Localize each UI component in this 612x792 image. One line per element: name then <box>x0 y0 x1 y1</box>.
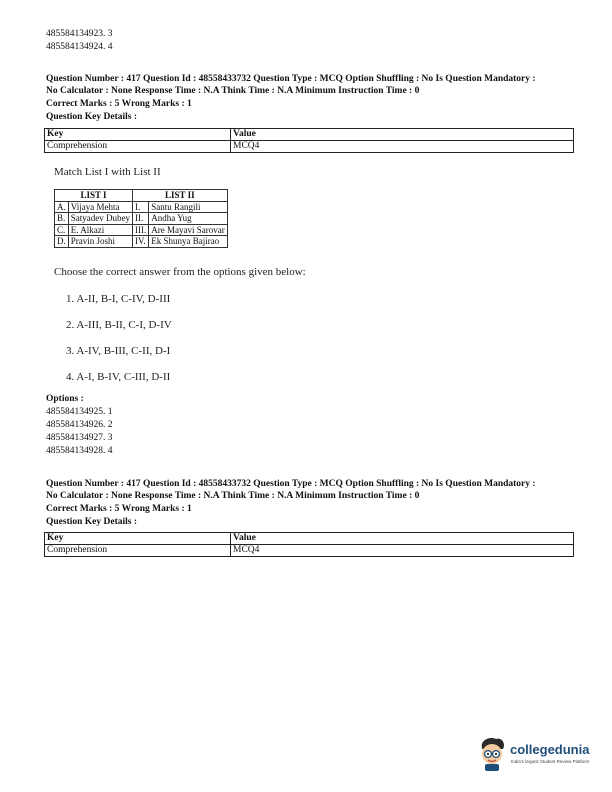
list-2-code: I. <box>132 201 148 213</box>
list-1-code: A. <box>55 201 69 213</box>
key-cell: Comprehension <box>45 141 231 153</box>
value-cell: MCQ4 <box>231 141 574 153</box>
question-prompt: Match List I with List II <box>54 166 161 178</box>
top-option-list <box>46 28 113 54</box>
list-2-text: Ek Shunya Bajirao <box>149 236 227 248</box>
options-label: Options : <box>46 394 84 404</box>
list-1-text: Satyadev Dubey <box>68 213 132 225</box>
list-2-code: II. <box>132 213 148 225</box>
table-row <box>55 224 228 236</box>
meta-line-2: No Calculator : None Response Time : N.A Think Time : N.A Minimum Instruction Time : 0 <box>46 86 420 96</box>
list-1-code: D. <box>55 236 69 248</box>
value-header: Value <box>231 533 574 545</box>
option-item: 485584134924. 4 <box>46 42 113 52</box>
list-2-code: IV. <box>132 236 148 248</box>
key-table-2 <box>44 532 574 557</box>
list-2-code: III. <box>132 224 148 236</box>
list-1-code: B. <box>55 213 69 225</box>
meta-line-1: Question Number : 417 Question Id : 48558433732 Question Type : MCQ Option Shuffling : No Is Question Mandatory : <box>46 479 536 489</box>
list-1-code: C. <box>55 224 69 236</box>
option-item: 485584134923. 3 <box>46 29 113 39</box>
table-row <box>55 201 228 213</box>
brand-tagline: India's largest Student Review Platform <box>511 759 590 764</box>
list-2-text: Santu Rangili <box>149 201 227 213</box>
list-1-text: E. Alkazi <box>68 224 132 236</box>
key-header: Key <box>45 129 231 141</box>
marks-line: Correct Marks : 5 Wrong Marks : 1 <box>46 99 192 109</box>
option-item: 485584134928. 4 <box>46 446 113 456</box>
key-details-label: Question Key Details : <box>46 517 138 527</box>
list-2-text: Are Mayavi Sarovar <box>149 224 227 236</box>
meta-line-2: No Calculator : None Response Time : N.A Think Time : N.A Minimum Instruction Time : 0 <box>46 491 420 501</box>
marks-line: Correct Marks : 5 Wrong Marks : 1 <box>46 504 192 514</box>
list-1-text: Pravin Joshi <box>68 236 132 248</box>
list-2-text: Andha Yug <box>149 213 227 225</box>
option-item: 485584134926. 2 <box>46 420 113 430</box>
mascot-icon <box>476 736 508 772</box>
list-2-header: LIST II <box>132 190 227 202</box>
list-1-header: LIST I <box>55 190 133 202</box>
options-block <box>46 393 113 458</box>
option-item: 485584134927. 3 <box>46 433 113 443</box>
choice-item: 1. A-II, B-I, C-IV, D-III <box>66 293 171 305</box>
key-header: Key <box>45 533 231 545</box>
collegedunia-logo <box>476 736 606 776</box>
list-1-text: Vijaya Mehta <box>68 201 132 213</box>
choice-item: 3. A-IV, B-III, C-II, D-I <box>66 345 171 357</box>
question-meta-1 <box>46 73 536 123</box>
value-header: Value <box>231 129 574 141</box>
match-table <box>54 189 228 248</box>
option-item: 485584134925. 1 <box>46 407 113 417</box>
key-cell: Comprehension <box>45 545 231 557</box>
table-row <box>55 213 228 225</box>
brand-name: collegedunia <box>510 742 590 757</box>
key-details-label: Question Key Details : <box>46 112 138 122</box>
choice-item: 4. A-I, B-IV, C-III, D-II <box>66 371 171 383</box>
choice-item: 2. A-III, B-II, C-I, D-IV <box>66 319 172 331</box>
question-meta-2 <box>46 478 536 528</box>
table-row <box>55 236 228 248</box>
instruction-text: Choose the correct answer from the options given below: <box>54 266 306 278</box>
key-table-1 <box>44 128 574 153</box>
value-cell: MCQ4 <box>231 545 574 557</box>
meta-line-1: Question Number : 417 Question Id : 48558433732 Question Type : MCQ Option Shuffling : No Is Question Mandatory : <box>46 74 536 84</box>
